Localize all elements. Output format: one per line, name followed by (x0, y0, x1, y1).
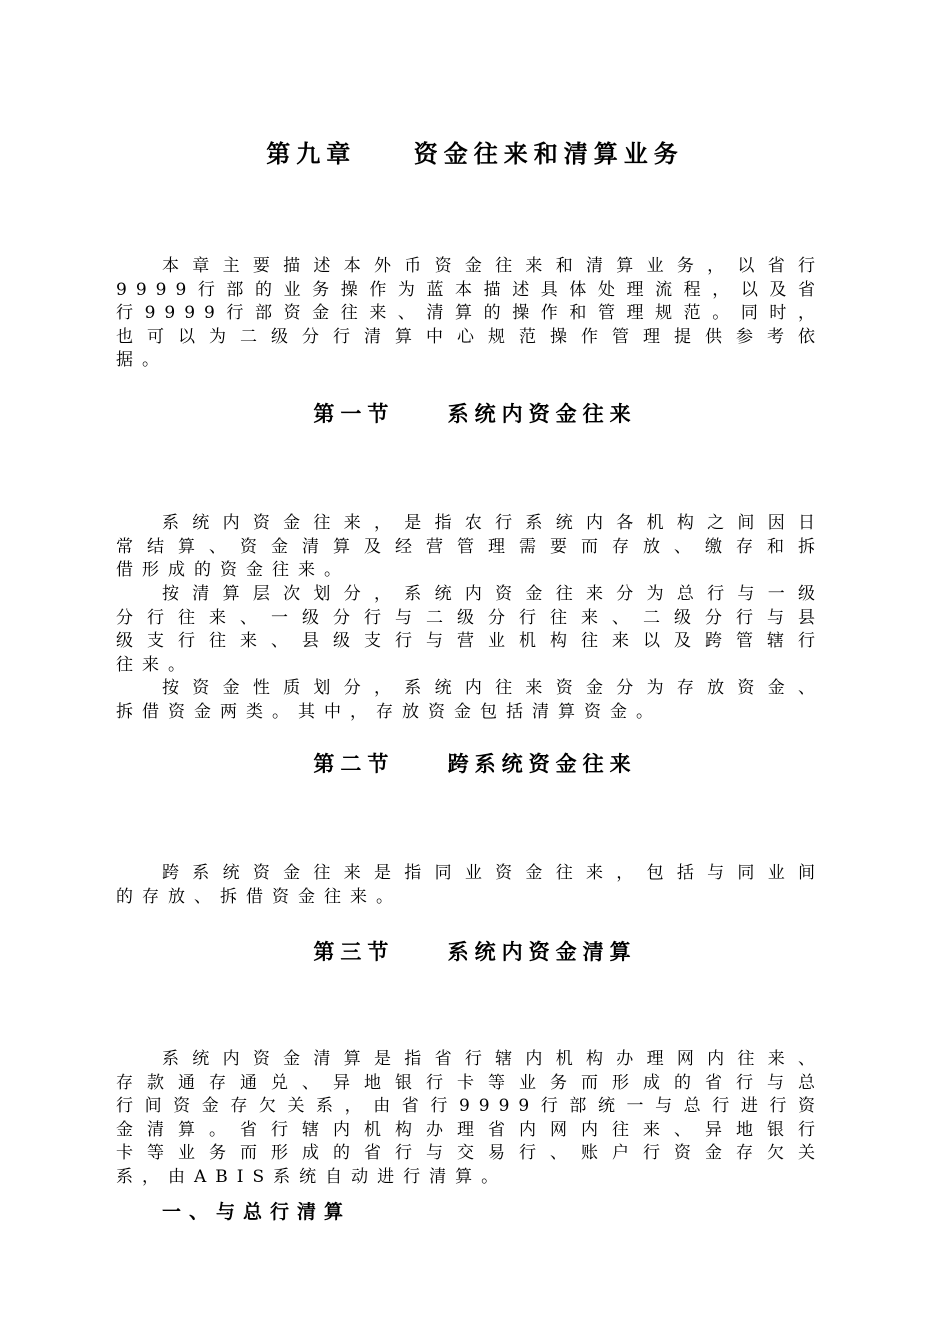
text-line: 系，由ABIS系统自动进行清算。 (116, 1166, 508, 1187)
section3-paragraph-1 (116, 1048, 824, 1190)
text-line: 存款通存通兑、异地银行卡等业务而形成的省行与总 (116, 1072, 824, 1093)
text-line: 常结算、资金清算及经营管理需要而存放、缴存和拆 (116, 536, 824, 557)
text-line: 级支行往来、县级支行与营业机构往来以及跨管辖行 (116, 631, 824, 652)
text-line: 按资金性质划分，系统内往来资金分为存放资金、 (162, 678, 824, 698)
section-title-1: 第一节 系统内资金往来 (313, 402, 637, 426)
text-line: 借形成的资金往来。 (116, 560, 350, 581)
chapter-title: 第九章 资金往来和清算业务 (266, 140, 684, 168)
text-line: 拆借资金两类。其中，存放资金包括清算资金。 (116, 701, 662, 722)
section1-paragraph-3 (116, 677, 824, 724)
text-line: 行间资金存欠关系，由省行9999行部统一与总行进行资 (116, 1096, 824, 1117)
text-line: 本章主要描述本外币资金往来和清算业务，以省行 (162, 256, 824, 276)
section1-paragraph-1 (116, 512, 824, 583)
text-line: 也可以为二级分行清算中心规范操作管理提供参考依 (116, 326, 824, 347)
text-line: 系统内资金清算是指省行辖内机构办理网内往来、 (162, 1049, 824, 1069)
text-line: 系统内资金往来，是指农行系统内各机构之间因日 (162, 513, 824, 533)
section-title-2: 第二节 跨系统资金往来 (313, 752, 637, 776)
subheading: 一、与总行清算 (162, 1201, 352, 1223)
text-line: 按清算层次划分，系统内资金往来分为总行与一级 (162, 584, 824, 604)
text-line: 金清算。省行辖内机构办理省内网内往来、异地银行 (116, 1119, 824, 1140)
text-line: 卡等业务而形成的省行与交易行、账户行资金存欠关 (116, 1143, 824, 1164)
text-line: 9999行部的业务操作为蓝本描述具体处理流程，以及省 (116, 279, 824, 300)
text-line: 分行往来、一级分行与二级分行往来、二级分行与县 (116, 607, 824, 628)
section2-paragraph-1 (116, 862, 824, 909)
text-line: 行9999行部资金往来、清算的操作和管理规范。同时， (116, 303, 824, 324)
section1-paragraph-2 (116, 583, 824, 677)
text-line: 据。 (116, 350, 168, 371)
text-line: 跨系统资金往来是指同业资金往来，包括与同业间 (162, 863, 824, 883)
intro-paragraph (116, 255, 824, 373)
text-line: 的存放、拆借资金往来。 (116, 886, 402, 907)
text-line: 往来。 (116, 654, 194, 675)
section-title-3: 第三节 系统内资金清算 (313, 940, 637, 964)
